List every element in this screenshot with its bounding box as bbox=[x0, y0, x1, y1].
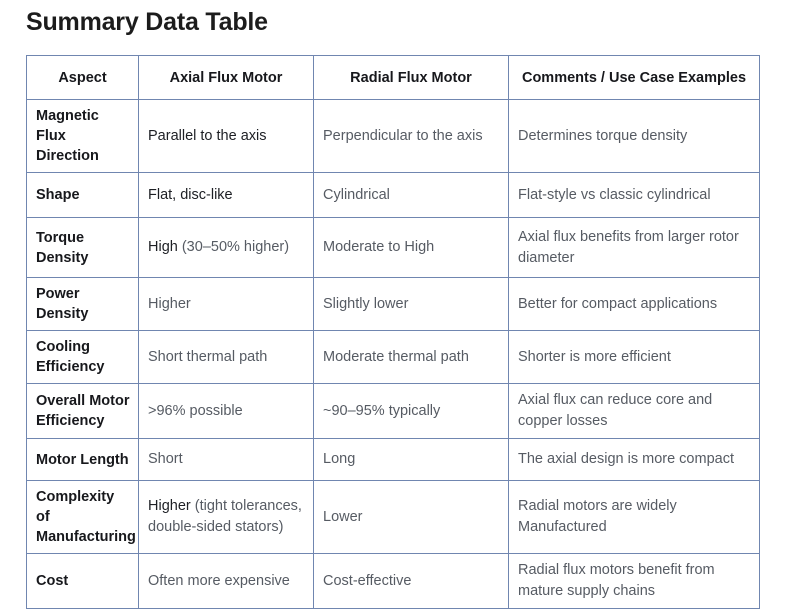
cell-axial-rest: (30–50% higher) bbox=[177, 239, 290, 255]
cell-axial bbox=[139, 481, 314, 554]
cell-aspect: Shape bbox=[27, 173, 139, 218]
cell-axial bbox=[139, 384, 314, 439]
cell-comments: Axial flux benefits from larger rotor diameter bbox=[509, 218, 760, 278]
cell-aspect: Cooling Efficiency bbox=[27, 331, 139, 384]
column-header-radial-flux-motor: Radial Flux Motor bbox=[314, 56, 509, 100]
cell-axial bbox=[139, 218, 314, 278]
cell-axial bbox=[139, 173, 314, 218]
column-header-aspect: Aspect bbox=[27, 56, 139, 100]
table-row bbox=[27, 481, 760, 554]
cell-comments: Shorter is more efficient bbox=[509, 331, 760, 384]
cell-aspect: Torque Density bbox=[27, 218, 139, 278]
table-row bbox=[27, 384, 760, 439]
cell-radial: Slightly lower bbox=[314, 278, 509, 331]
cell-radial: Moderate to High bbox=[314, 218, 509, 278]
cell-aspect: Complexity of Manufacturing bbox=[27, 481, 139, 554]
cell-aspect: Magnetic Flux Direction bbox=[27, 100, 139, 173]
cell-axial-lead: High bbox=[148, 239, 178, 255]
cell-axial-rest: Often more expensive bbox=[148, 572, 290, 589]
cell-comments: Radial flux motors benefit from mature supply chains bbox=[509, 554, 760, 609]
cell-aspect: Cost bbox=[27, 554, 139, 609]
cell-radial: Cost-effective bbox=[314, 554, 509, 609]
page-title: Summary Data Table bbox=[26, 8, 268, 36]
cell-radial: Lower bbox=[314, 481, 509, 554]
cell-axial bbox=[139, 278, 314, 331]
cell-axial bbox=[139, 331, 314, 384]
table-row bbox=[27, 439, 760, 481]
cell-aspect: Motor Length bbox=[27, 439, 139, 481]
cell-comments: Radial motors are widely Manufactured bbox=[509, 481, 760, 554]
cell-axial-lead: Parallel to the axis bbox=[148, 127, 267, 144]
table-row bbox=[27, 173, 760, 218]
cell-comments: Determines torque density bbox=[509, 100, 760, 173]
cell-axial-lead: Higher bbox=[148, 498, 191, 514]
table-header-row bbox=[27, 56, 760, 100]
cell-comments: Better for compact applications bbox=[509, 278, 760, 331]
cell-comments: Axial flux can reduce core and copper losses bbox=[509, 384, 760, 439]
table-row bbox=[27, 100, 760, 173]
cell-aspect: Power Density bbox=[27, 278, 139, 331]
cell-radial: ~90–95% typically bbox=[314, 384, 509, 439]
table-row bbox=[27, 331, 760, 384]
table-row bbox=[27, 554, 760, 609]
cell-radial: Perpendicular to the axis bbox=[314, 100, 509, 173]
cell-axial-rest: Higher bbox=[148, 295, 191, 312]
table-header bbox=[27, 56, 760, 100]
summary-data-table-container bbox=[26, 55, 759, 609]
cell-axial-lead: Flat, disc-like bbox=[148, 186, 233, 203]
table-body bbox=[27, 100, 760, 609]
summary-data-table bbox=[26, 55, 760, 609]
column-header-axial-flux-motor: Axial Flux Motor bbox=[139, 56, 314, 100]
cell-axial-rest: Short bbox=[148, 451, 183, 467]
cell-comments: The axial design is more compact bbox=[509, 439, 760, 481]
cell-axial bbox=[139, 100, 314, 173]
cell-axial-rest: (tight tolerances, double-sided stators) bbox=[148, 498, 302, 535]
cell-axial bbox=[139, 554, 314, 609]
cell-comments: Flat-style vs classic cylindrical bbox=[509, 173, 760, 218]
cell-aspect: Overall Motor Efficiency bbox=[27, 384, 139, 439]
column-header-comments: Comments / Use Case Examples bbox=[509, 56, 760, 100]
cell-axial-rest: Short thermal path bbox=[148, 348, 268, 365]
cell-axial-rest: >96% possible bbox=[148, 402, 243, 419]
table-row bbox=[27, 278, 760, 331]
cell-radial: Cylindrical bbox=[314, 173, 509, 218]
cell-radial: Moderate thermal path bbox=[314, 331, 509, 384]
table-row bbox=[27, 218, 760, 278]
cell-radial: Long bbox=[314, 439, 509, 481]
cell-axial bbox=[139, 439, 314, 481]
